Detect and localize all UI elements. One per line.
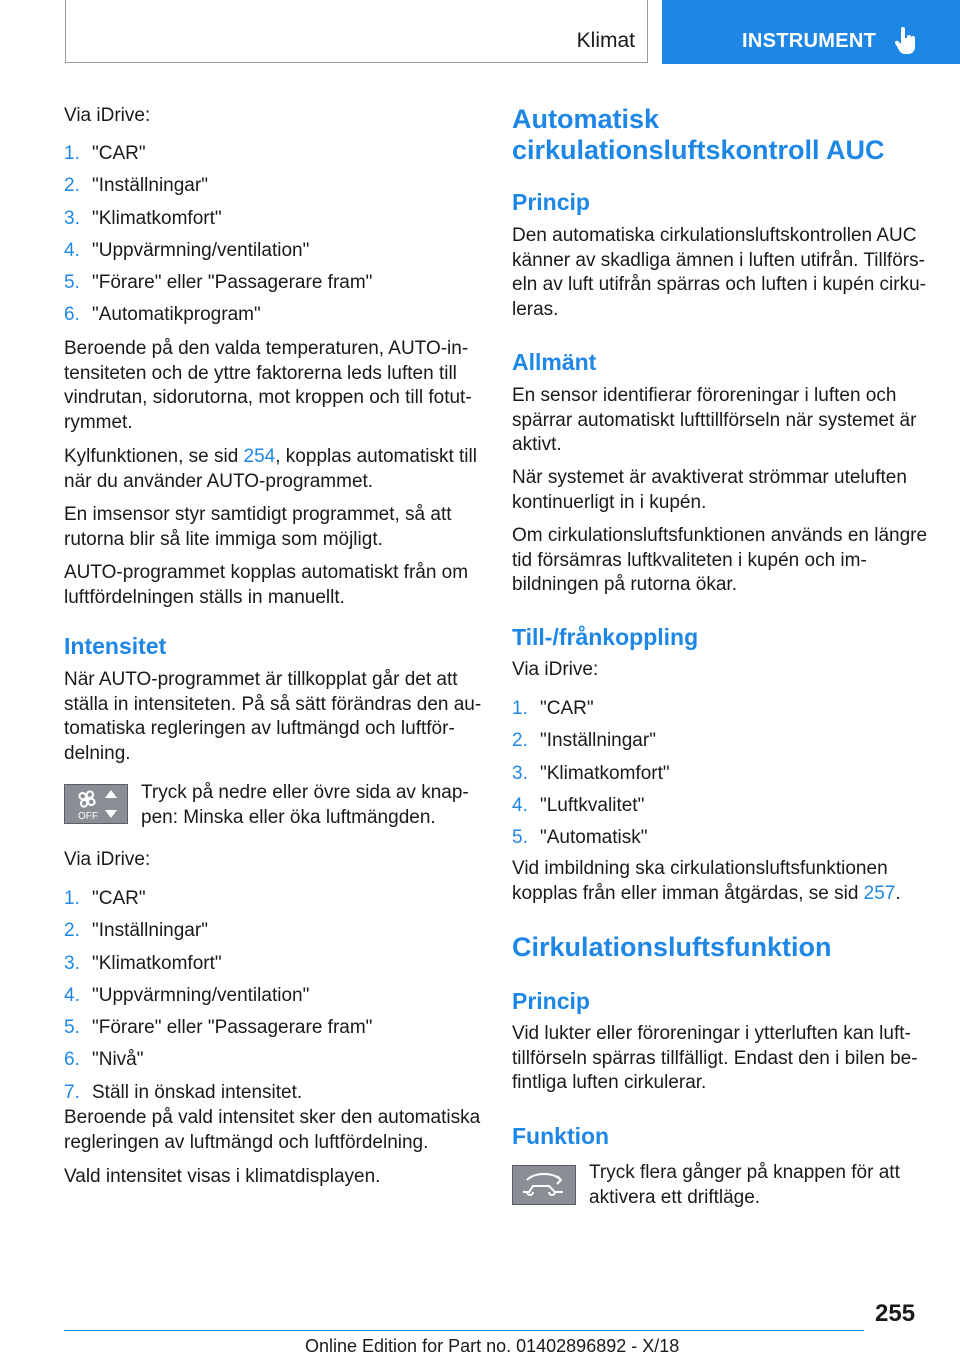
fan-button-instruction: Tryck på nedre eller övre sida av knappen: Minska eller öka luftmängden. (141, 782, 469, 828)
list-number: 6. (64, 1049, 80, 1071)
fan-button-icon (64, 784, 128, 824)
via-idrive-label: Via iDrive: (64, 105, 151, 126)
list-item (512, 693, 670, 725)
paragraph-intensity: När AUTO-programmet är tillkopplat går det att ställa in intensiteten. På så sätt förändras den automatiska regleringen av luftmängd och luftfördelning. (64, 669, 482, 764)
page-link-257[interactable]: 257 (863, 882, 896, 904)
chapter-tab[interactable] (662, 0, 960, 64)
list-item (512, 725, 670, 757)
list-text: "Automatikprogram" (92, 304, 261, 326)
list-text: "Uppvärmning/ventilation" (92, 984, 310, 1006)
recirculation-button-instruction: Tryck flera gånger på knappen för att aktivera ett driftläge. (589, 1162, 900, 1208)
list-item (64, 883, 372, 915)
heading-cirkulationsluft: Cirkulationsluftsfunktion (512, 932, 832, 962)
list-item (64, 1012, 372, 1044)
list-item (64, 235, 372, 267)
list-number: 1. (64, 888, 80, 909)
heading-auc: Automatisk cirkulationsluftskontroll AUC (512, 104, 885, 165)
list-item (64, 1044, 372, 1076)
paragraph-princip-auc: Den automatiska cirkulationsluftskontrollen AUC känner av skadliga ämnen i luften utifrån. Tillförseln av luft utifrån spärras och luften i kupén cirkuleras. (512, 225, 926, 320)
page-number: 255 (875, 1300, 916, 1327)
heading-till-franskoppling: Till-/frånkoppling (512, 624, 699, 650)
paragraph-fogging: Vid imbildning ska cirkulationsluftsfunktionen kopplas från eller imman åtgärdas, se sid 257. (512, 858, 901, 904)
list-text: "Klimatkomfort" (92, 207, 222, 229)
list-number: 5. (64, 272, 80, 294)
list-item (64, 138, 372, 170)
list-item (512, 790, 670, 822)
list-item (64, 203, 372, 235)
heading-princip-auc: Princip (512, 189, 590, 215)
via-idrive-label-2: Via iDrive: (64, 849, 151, 870)
paragraph-air-quality: Om cirkulationsluftsfunktionen används en längre tid försämras luftkvaliteten i kupén och imbildningen på rutorna ökar. (512, 525, 928, 596)
recirculation-button-icon (512, 1165, 576, 1205)
list-number: 5. (64, 1017, 80, 1039)
list-text: "CAR" (92, 888, 146, 909)
list-text: "CAR" (540, 698, 594, 719)
list-text: "CAR" (92, 143, 146, 164)
section-title: Klimat (576, 29, 635, 52)
list-number: 4. (64, 239, 80, 261)
list-number: 4. (64, 984, 80, 1006)
list-item (64, 267, 372, 299)
list-number: 3. (64, 207, 80, 229)
list-item (64, 915, 372, 947)
list-text: "Automatisk" (540, 827, 648, 849)
list-number: 5. (512, 827, 528, 849)
list-item (512, 822, 670, 854)
list-text: "Inställningar" (92, 920, 208, 942)
list-number: 1. (64, 143, 80, 164)
page-link-254[interactable]: 254 (243, 446, 276, 467)
list-item (64, 948, 372, 980)
list-item (512, 758, 670, 790)
list-text: "Klimatkomfort" (540, 762, 670, 784)
footer-divider (64, 1330, 864, 1331)
list-text: Ställ in önskad intensitet. (92, 1081, 303, 1103)
paragraph-fog-sensor: En imsensor styr samtidigt programmet, så att rutorna blir så lite immiga som möjligt. (64, 504, 452, 550)
svg-text:OFF: OFF (78, 811, 98, 822)
list-text: "Uppvärmning/ventilation" (92, 239, 310, 261)
list-number: 4. (512, 794, 528, 816)
idrive-steps-auto (64, 138, 372, 332)
heading-allmant: Allmänt (512, 349, 597, 375)
idrive-steps-air-quality (512, 693, 670, 854)
car-recirculation-icon (513, 1166, 575, 1204)
paragraph-cooling: Kylfunktionen, se sid 254, kopplas automatiskt till när du använder AUTO-programmet. (64, 446, 477, 492)
paragraph-intensity-regulation: Beroende på vald intensitet sker den automatiska regleringen av luftmängd och luftfördelning. (64, 1107, 481, 1153)
paragraph-princip-cirk: Vid lukter eller föroreningar i ytterluften kan lufttillförseln spärras tillfälligt. Endast den i bilen befintliga luften cirkulerar. (512, 1023, 918, 1094)
list-number: 7. (64, 1081, 80, 1103)
pointing-hand-icon (895, 27, 919, 55)
list-item (64, 980, 372, 1012)
paragraph-auto-intensity: Beroende på den valda temperaturen, AUTO-intensiteten och de yttre faktorerna leds luften till vindrutan, sidorutorna, mot kroppen och till fotutrymmet. (64, 338, 472, 433)
paragraph-intensity-display: Vald intensitet visas i klimatdisplayen. (64, 1166, 381, 1187)
list-text: "Inställningar" (92, 175, 208, 197)
list-item (64, 299, 372, 331)
list-text: "Nivå" (92, 1049, 144, 1071)
footer-edition: Online Edition for Part no. 01402896892 - X/18 (305, 1336, 680, 1356)
list-text: "Förare" eller "Passagerare fram" (92, 1017, 373, 1039)
list-number: 6. (64, 304, 80, 326)
fan-off-icon (65, 785, 127, 823)
heading-funktion: Funktion (512, 1123, 610, 1149)
list-number: 2. (64, 175, 80, 197)
paragraph-deactivated: När systemet är avaktiverat strömmar uteluften kontinuerligt in i kupén. (512, 467, 907, 513)
list-number: 3. (64, 952, 80, 974)
heading-princip-cirk: Princip (512, 988, 590, 1014)
list-item (64, 1077, 372, 1109)
header-frame (65, 0, 648, 63)
list-number: 3. (512, 762, 528, 784)
list-number: 2. (512, 730, 528, 752)
list-number: 2. (64, 920, 80, 942)
idrive-steps-intensity (64, 883, 372, 1109)
list-item (64, 170, 372, 202)
list-text: "Luftkvalitet" (540, 794, 645, 816)
list-text: "Klimatkomfort" (92, 952, 222, 974)
list-text: "Inställningar" (540, 730, 656, 752)
via-idrive-label-3: Via iDrive: (512, 659, 599, 680)
list-number: 1. (512, 698, 528, 719)
chapter-label: INSTRUMENT (742, 30, 877, 52)
paragraph-auto-off: AUTO-programmet kopplas automatiskt från om luftfördelningen ställs in manuellt. (64, 562, 469, 608)
heading-intensitet: Intensitet (64, 633, 167, 659)
paragraph-sensor: En sensor identifierar föroreningar i luften och spärrar automatiskt lufttillförseln när systemet är aktivt. (512, 385, 917, 456)
list-text: "Förare" eller "Passagerare fram" (92, 272, 373, 294)
